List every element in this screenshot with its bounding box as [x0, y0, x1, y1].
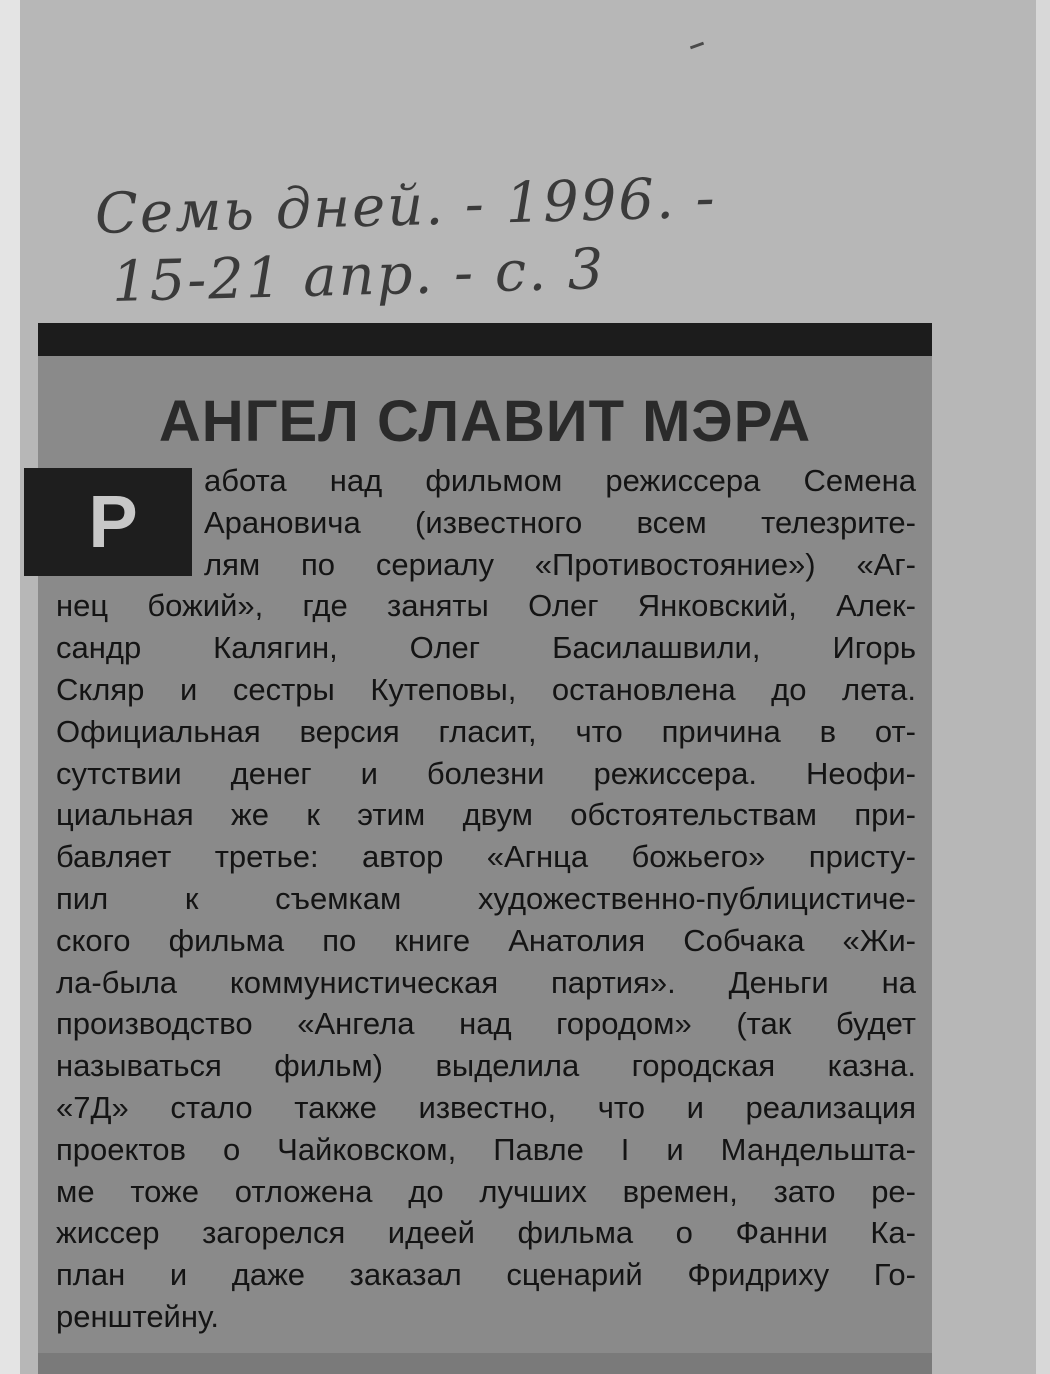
newspaper-clipping: [38, 323, 932, 1374]
article-headline: АНГЕЛ СЛАВИТ МЭРА: [158, 389, 812, 454]
body-line: пил к съемкам художественно-публицистиче-: [56, 880, 916, 916]
clipping-bottom-edge: [38, 1353, 932, 1374]
body-line: Арановича (известного всем телезрите-: [204, 504, 916, 540]
body-line: проектов о Чайковском, Павле I и Мандельшта-: [56, 1131, 916, 1167]
body-line: нец божий», где заняты Олег Янковский, Алек-: [56, 588, 916, 624]
body-line: план и даже заказал сценарий Фридриху Го-: [56, 1257, 916, 1293]
body-line: Скляр и сестры Кутеповы, остановлена до лета.: [56, 671, 916, 707]
handwritten-source-line-2: 15-21 апр. - с. 3: [111, 237, 607, 315]
body-line: сутствии денег и болезни режиссера. Неофи-: [56, 755, 916, 791]
page-left-edge: [0, 0, 20, 1374]
body-line: производство «Ангела над городом» (так будет: [56, 1006, 916, 1042]
handwritten-source-line-1: Семь дней. - 1996. -: [94, 165, 718, 247]
clipping-top-bar: [38, 323, 932, 356]
body-line: ла-была коммунистическая партия». Деньги на: [56, 964, 916, 1000]
body-line: «7Д» стало также известно, что и реализация: [56, 1089, 916, 1125]
body-line: лям по сериалу «Противостояние») «Аг-: [204, 546, 916, 582]
body-line: ме тоже отложена до лучших времен, зато ре-: [56, 1173, 916, 1209]
scan-mark: [690, 42, 704, 50]
body-line: ского фильма по книге Анатолия Собчака «Жи-: [56, 922, 916, 958]
drop-cap: Р: [24, 468, 192, 576]
body-line: циальная же к этим двум обстоятельствам при-: [56, 797, 916, 833]
body-line: называться фильм) выделила городская казна.: [56, 1048, 916, 1084]
body-line: ренштейну.: [56, 1298, 220, 1334]
article-body: [56, 460, 916, 1338]
body-line: абота над фильмом режиссера Семена: [204, 463, 916, 498]
body-line: Официальная версия гласит, что причина в от-: [56, 713, 916, 749]
body-line: бавляет третье: автор «Агнца божьего» присту-: [56, 839, 916, 875]
body-line: сандр Калягин, Олег Басилашвили, Игорь: [56, 630, 916, 666]
body-line: жиссер загорелся идеей фильма о Фанни Ка-: [56, 1215, 916, 1251]
page-right-edge: [1036, 0, 1050, 1374]
